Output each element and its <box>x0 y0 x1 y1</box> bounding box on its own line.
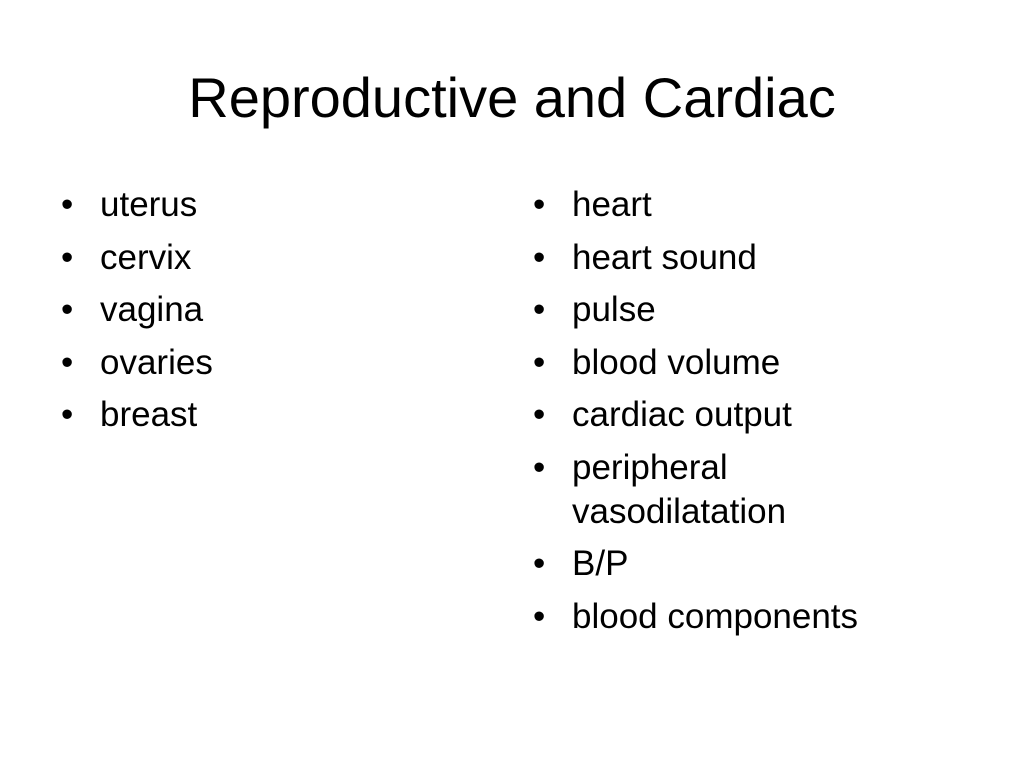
list-item-text: heart <box>572 185 652 224</box>
bullet-icon: • <box>533 185 546 224</box>
list-item <box>530 183 950 227</box>
list-item-text: B/P <box>572 544 629 583</box>
list-item <box>530 288 950 332</box>
list-item-text: cardiac output <box>572 395 792 434</box>
list-item <box>530 446 950 534</box>
bullet-icon: • <box>61 185 74 224</box>
bullet-icon: • <box>533 237 546 277</box>
list-item-text: blood volume <box>572 342 781 382</box>
bullet-icon: • <box>533 342 546 382</box>
list-item <box>58 183 458 227</box>
bullet-icon: • <box>533 447 546 487</box>
list-item-text: heart sound <box>572 237 757 277</box>
bullet-icon: • <box>533 544 546 583</box>
list-item-text: pulse <box>572 290 656 329</box>
bullet-icon: • <box>533 290 546 329</box>
list-item <box>530 393 950 437</box>
list-item <box>530 595 950 639</box>
list-item-text: ovaries <box>100 342 213 382</box>
list-item <box>530 341 950 385</box>
bullet-icon: • <box>61 395 74 434</box>
list-item <box>58 236 458 280</box>
bullet-icon: • <box>533 395 546 434</box>
list-item-text: vagina <box>100 290 204 329</box>
bullet-icon: • <box>61 290 74 329</box>
list-item <box>58 393 458 437</box>
list-item <box>530 542 950 586</box>
list-item-text: uterus <box>100 185 198 224</box>
bullet-icon: • <box>61 237 74 277</box>
list-item-text: peripheral vasodilatation <box>572 447 787 531</box>
bullet-icon: • <box>533 596 546 636</box>
list-item <box>530 236 950 280</box>
right-bullet-list <box>530 183 950 647</box>
left-bullet-list <box>58 183 458 446</box>
bullet-icon: • <box>61 342 74 382</box>
slide-title: Reproductive and Cardiac <box>188 66 836 129</box>
list-item-text: breast <box>100 395 198 434</box>
list-item-text: cervix <box>100 237 192 277</box>
list-item <box>58 341 458 385</box>
list-item-text: blood components <box>572 596 859 636</box>
list-item <box>58 288 458 332</box>
